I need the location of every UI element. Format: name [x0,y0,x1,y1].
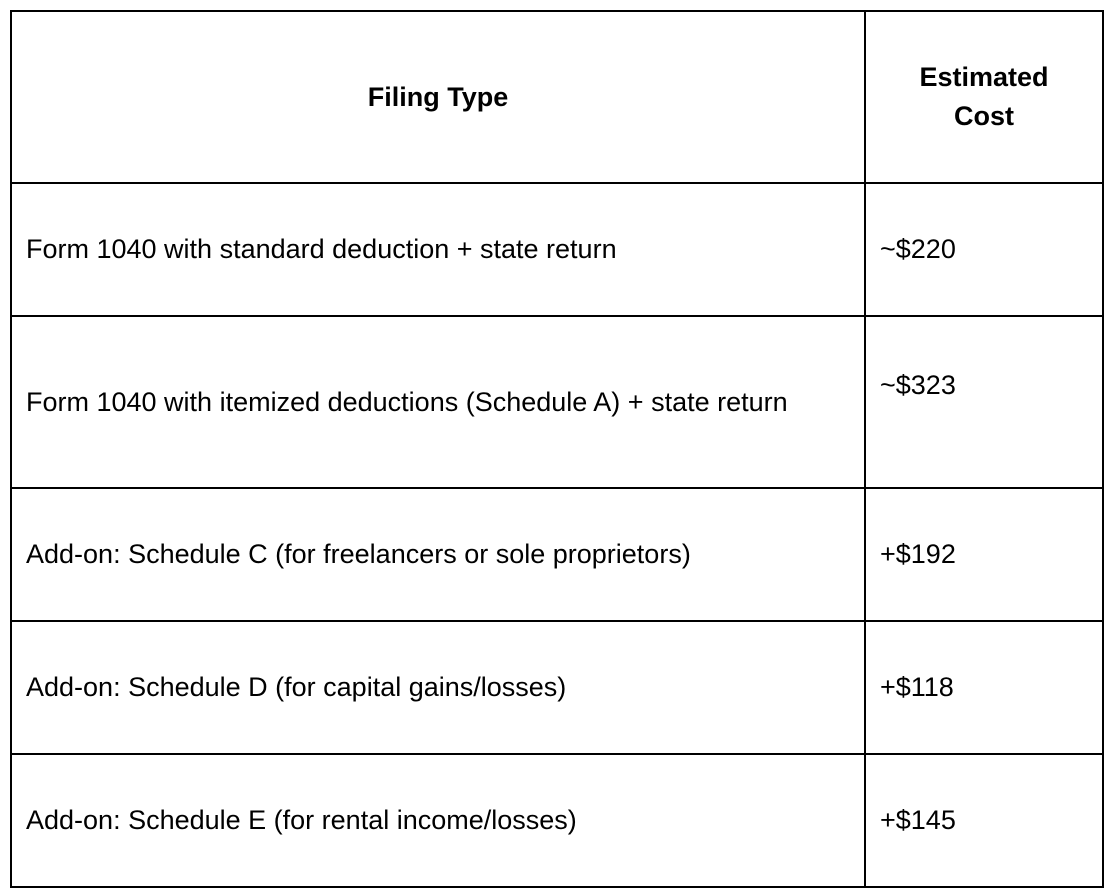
filing-type-cell: Add-on: Schedule E (for rental income/losses) [11,754,865,887]
filing-type-cell: Form 1040 with itemized deductions (Schedule A) + state return [11,316,865,488]
table-row [11,183,1103,316]
table-row [11,754,1103,887]
cost-cell: +$118 [865,621,1103,754]
filing-type-cell: Add-on: Schedule C (for freelancers or sole proprietors) [11,488,865,621]
table-row [11,316,1103,488]
pricing-table-container [10,10,1102,886]
cost-cell: +$145 [865,754,1103,887]
cost-cell: ~$220 [865,183,1103,316]
filing-type-cell: Add-on: Schedule D (for capital gains/losses) [11,621,865,754]
filing-cost-table [10,10,1104,888]
header-filing-type: Filing Type [11,11,865,183]
table-header-row [11,11,1103,183]
table-row [11,621,1103,754]
cost-cell: +$192 [865,488,1103,621]
cost-cell: ~$323 [865,316,1103,488]
filing-type-cell: Form 1040 with standard deduction + state return [11,183,865,316]
header-estimated-cost: Estimated Cost [865,11,1103,183]
table-row [11,488,1103,621]
